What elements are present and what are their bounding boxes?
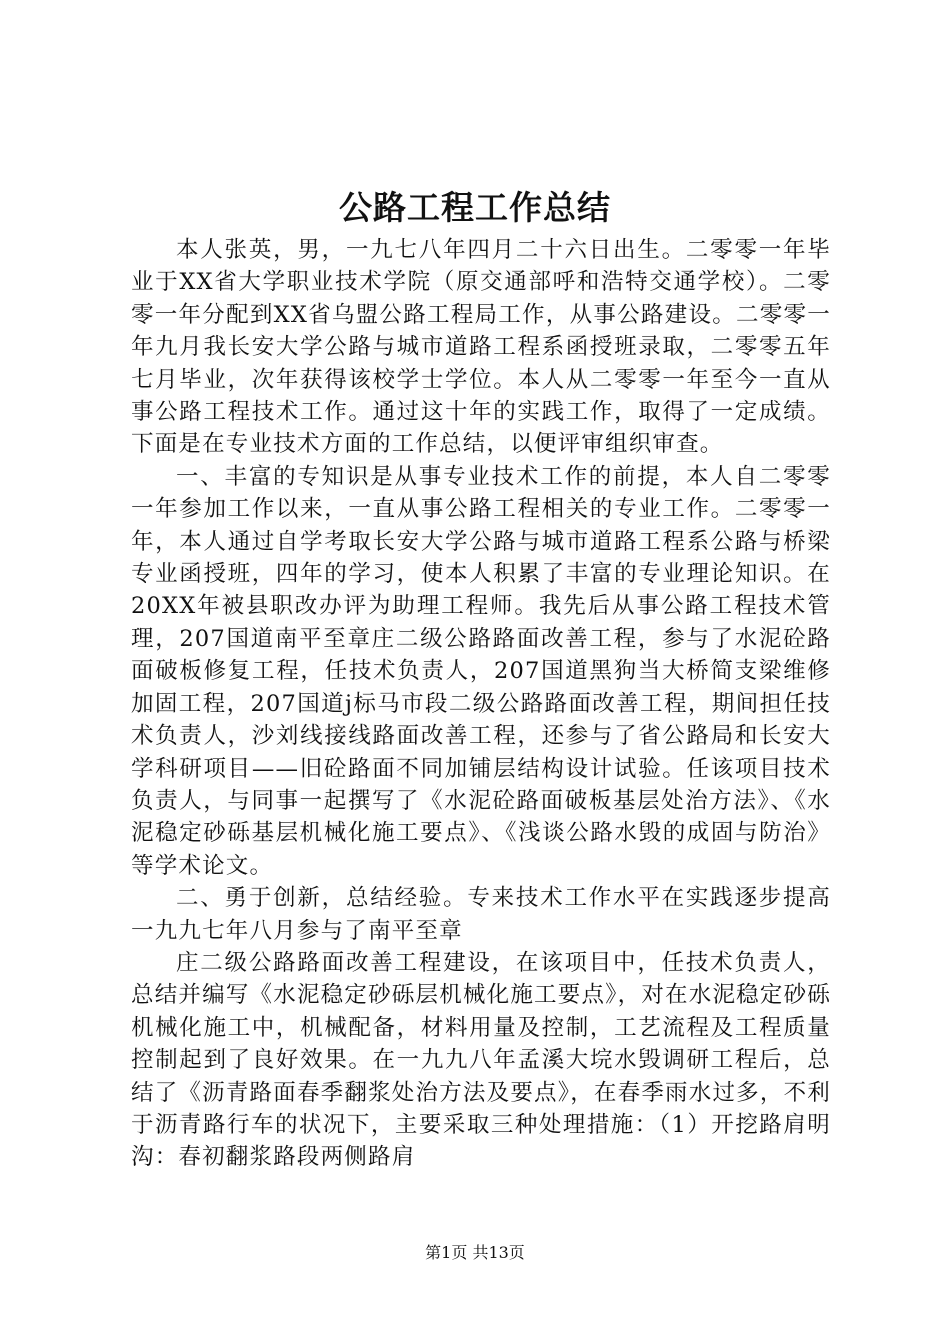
page-number-footer: 第1页 共13页 <box>425 1243 525 1262</box>
paragraph-intro: 本人张英，男，一九七八年四月二十六日出生。二零零一年毕业于XX省大学职业技术学院（原交通部呼和浩特交通学校）。二零零一年分配到XX省乌盟公路工程局工作，从事公路建设。二零零一年九月我长安大学公路与城市道路工程系函授班录取，二零零五年七月毕业，次年获得该校学士学位。本人从二零零一年至今一直从事公路工程技术工作。通过这十年的实践工作，取得了一定成绩。下面是在专业技术方面的工作总结，以便评审组织审查。 <box>131 237 831 458</box>
paragraph-section-one: 一、丰富的专知识是从事专业技术工作的前提，本人自二零零一年参加工作以来，一直从事公路工程相关的专业工作。二零零一年，本人通过自学考取长安大学公路与城市道路工程系公路与桥梁专业函授班，四年的学习，使本人积累了丰富的专业理论知识。在20XX年被县职改办评为助理工程师。我先后从事公路工程技术管理，207国道南平至章庄二级公路路面改善工程，参与了水泥砼路面破板修复工程，任技术负责人，207国道黑狗当大桥简支梁维修加固工程，207国道j标马市段二级公路路面改善工程，期间担任技术负责人，沙刘线接线路面改善工程，还参与了省公路局和长安大学科研项目——旧砼路面不同加铺层结构设计试验。任该项目技术负责人，与同事一起撰写了《水泥砼路面破板基层处治方法》、《水泥稳定砂砾基层机械化施工要点》、《浅谈公路水毁的成固与防治》等学术论文。 <box>131 463 831 879</box>
document-title: 公路工程工作总结 <box>339 188 611 227</box>
paragraph-section-two-continued: 庄二级公路路面改善工程建设，在该项目中，任技术负责人，总结并编写《水泥稳定砂砾层机械化施工要点》，对在水泥稳定砂砾机械化施工中，机械配备，材料用量及控制，工艺流程及工程质量控制起到了良好效果。在一九九八年孟溪大垸水毁调研工程后，总结了《沥青路面春季翻浆处治方法及要点》，在春季雨水过多，不利于沥青路行车的状况下，主要采取三种处理措施：（1）开挖路肩明沟：春初翻浆路段两侧路肩 <box>131 949 831 1171</box>
paragraph-section-two: 二、勇于创新，总结经验。专来技术工作水平在实践逐步提高一九九七年八月参与了南平至章 <box>131 885 831 944</box>
document-body <box>131 234 831 1174</box>
